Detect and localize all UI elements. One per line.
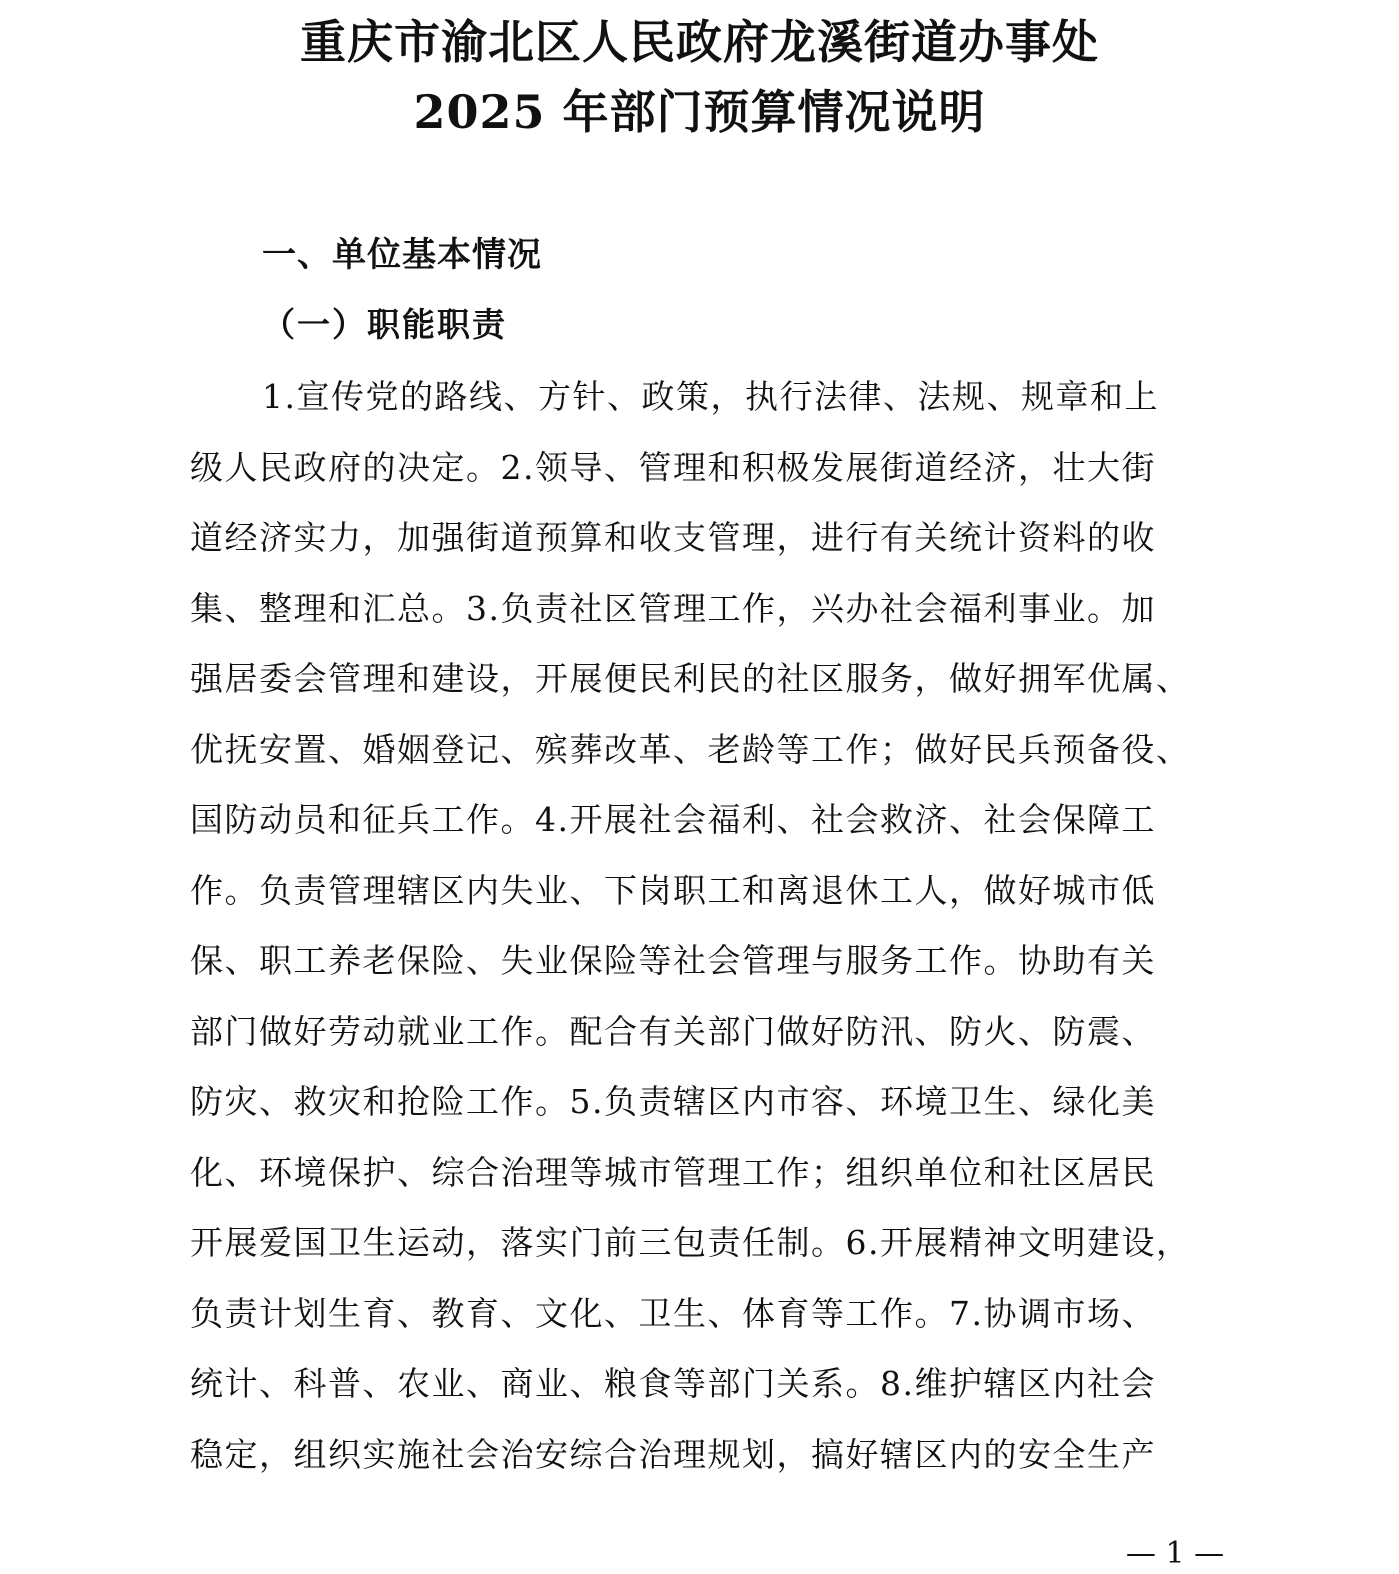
body-line: 负责计划生育、教育、文化、卫生、体育等工作。7.协调市场、 (190, 1293, 1156, 1333)
body-line: 作。负责管理辖区内失业、下岗职工和离退休工人，做好城市低 (190, 870, 1156, 910)
body-line: 道经济实力，加强街道预算和收支管理，进行有关统计资料的收 (190, 518, 1156, 557)
body-line: 保、职工养老保险、失业保险等社会管理与服务工作。协助有关 (190, 941, 1156, 980)
document-title-line-2: 2025 年部门预算情况说明 (413, 85, 986, 139)
body-line: 级人民政府的决定。2.领导、管理和积极发展街道经济，壮大街 (190, 447, 1156, 487)
body-line: 强居委会管理和建设，开展便民利民的社区服务，做好拥军优属、 (190, 659, 1191, 698)
document-title-line-1: 重庆市渝北区人民政府龙溪街道办事处 (300, 15, 1099, 69)
body-line: 稳定，组织实施社会治安综合治理规划，搞好辖区内的安全生产 (190, 1434, 1156, 1474)
body-line: 化、环境保护、综合治理等城市管理工作；组织单位和社区居民 (190, 1152, 1156, 1192)
body-line: 优抚安置、婚姻登记、殡葬改革、老龄等工作；做好民兵预备役、 (190, 729, 1191, 769)
body-line: 防灾、救灾和抢险工作。5.负责辖区内市容、环境卫生、绿化美 (190, 1082, 1156, 1121)
body-line: 1.宣传党的路线、方针、政策，执行法律、法规、规章和上 (262, 377, 1159, 416)
subsection-heading: （一）职能职责 (262, 305, 507, 344)
body-line: 集、整理和汇总。3.负责社区管理工作，兴办社会福利事业。加 (190, 588, 1156, 628)
body-line: 国防动员和征兵工作。4.开展社会福利、社会救济、社会保障工 (190, 800, 1156, 839)
page-number: — 1 — (1125, 1536, 1225, 1571)
section-heading: 一、单位基本情况 (262, 235, 542, 275)
body-line: 统计、科普、农业、商业、粮食等部门关系。8.维护辖区内社会 (190, 1364, 1156, 1403)
body-line: 开展爱国卫生运动，落实门前三包责任制。6.开展精神文明建设， (190, 1223, 1191, 1262)
body-line: 部门做好劳动就业工作。配合有关部门做好防汛、防火、防震、 (190, 1011, 1156, 1051)
body-paragraph (190, 362, 1250, 1490)
